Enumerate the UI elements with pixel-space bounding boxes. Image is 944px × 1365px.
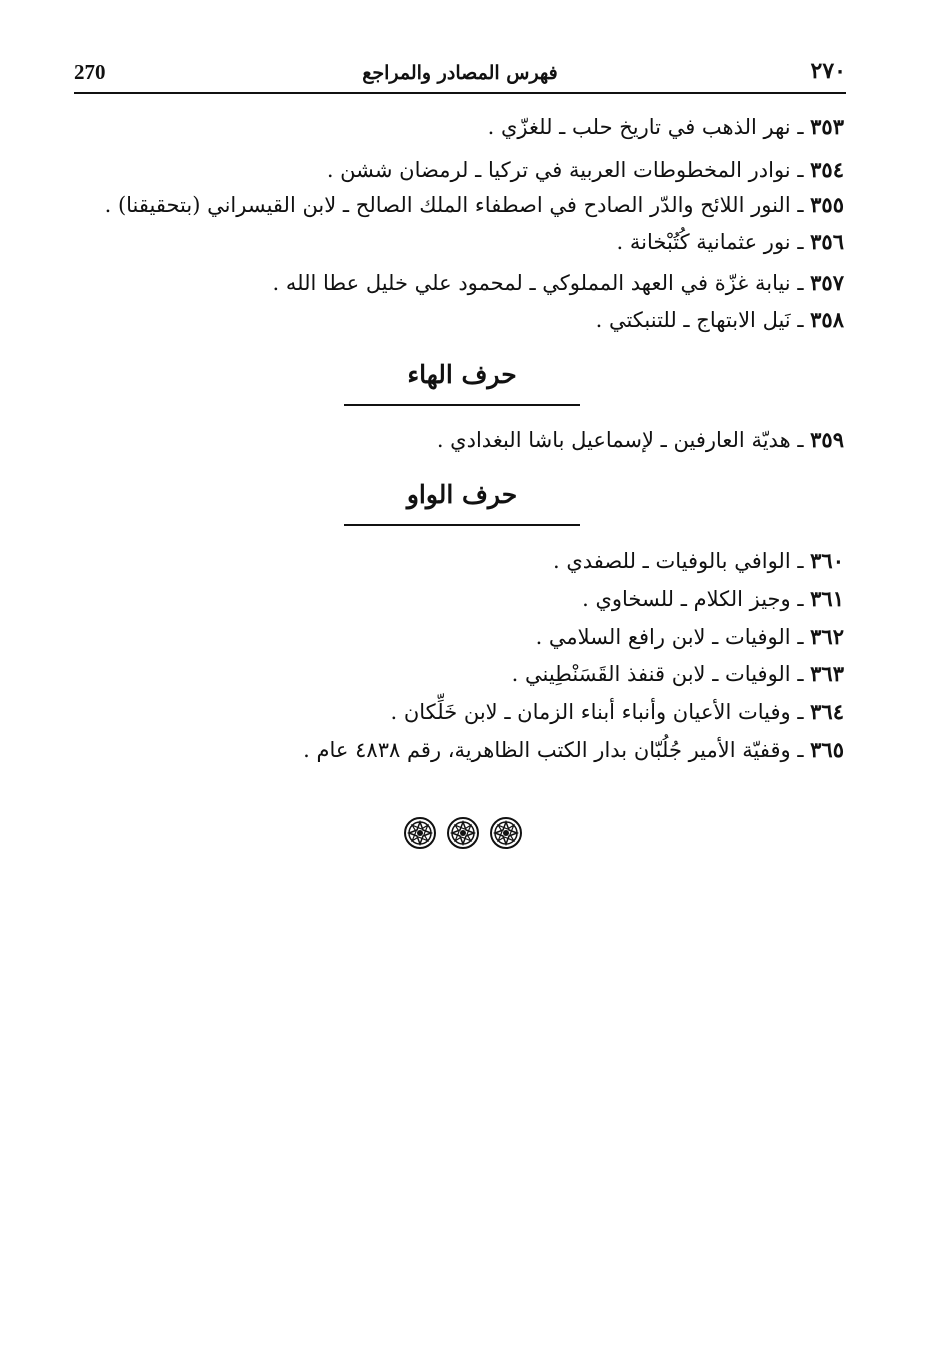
entry-363 xyxy=(512,659,844,689)
entry-number: ٣٥٧ xyxy=(810,270,844,295)
entry-number: ٣٥٣ xyxy=(810,114,844,139)
entry-text: ـ نوادر المخطوطات العربية في تركيا ـ لرمضان ششن . xyxy=(326,158,811,182)
entry-text: ـ الوفيات ـ لابن رافع السلامي . xyxy=(535,625,811,649)
entry-number: ٣٥٤ xyxy=(810,157,844,182)
entry-number: ٣٥٩ xyxy=(810,427,844,452)
entry-357 xyxy=(273,268,844,298)
entry-text: ـ النور اللائح والدّر الصادح في اصطفاء الملك الصالح ـ لابن القيسراني (بتحقيقنا) . xyxy=(104,193,811,217)
entry-353 xyxy=(488,112,844,142)
entry-354 xyxy=(327,155,844,185)
entry-364 xyxy=(390,697,844,727)
entry-number: ٣٦٤ xyxy=(810,699,844,724)
section-rule-waw xyxy=(344,524,580,526)
entry-text: ـ وفيات الأعيان وأنباء أبناء الزمان ـ لابن خَلِّكان . xyxy=(390,700,811,724)
entry-356 xyxy=(617,227,844,257)
section-heading-waw: حرف الواو xyxy=(406,480,518,509)
entry-text: ـ نيابة غزّة في العهد المملوكي ـ لمحمود علي خليل عطا الله . xyxy=(272,271,811,295)
entry-text: ـ نَيل الابتهاج ـ للتنبكتي . xyxy=(595,308,811,332)
rosette-ornament-icon xyxy=(404,817,436,849)
section-rule-ha xyxy=(344,404,580,406)
entry-number: ٣٦٣ xyxy=(810,661,844,686)
entry-355 xyxy=(105,190,844,220)
entry-text: ـ وجيز الكلام ـ للسخاوي . xyxy=(582,587,811,611)
page-number-latin: 270 xyxy=(74,60,106,84)
entry-number: ٣٦٥ xyxy=(810,737,844,762)
entry-text: ـ الوافي بالوفيات ـ للصفدي . xyxy=(552,549,811,573)
entry-number: ٣٥٦ xyxy=(810,229,844,254)
entry-361 xyxy=(582,584,844,614)
entry-365 xyxy=(303,735,844,765)
entry-number: ٣٥٥ xyxy=(810,192,844,217)
entry-360 xyxy=(553,546,844,576)
entry-text: ـ الوفيات ـ لابن قنفذ القَسَنْطِيني . xyxy=(511,662,811,686)
entry-text: ـ هديّة العارفين ـ لإسماعيل باشا البغدادي . xyxy=(436,428,811,452)
entry-number: ٣٥٨ xyxy=(810,307,844,332)
entry-text: ـ نور عثمانية كُتُبْخانة . xyxy=(616,230,811,254)
entry-362 xyxy=(536,622,844,652)
entry-text: ـ نهر الذهب في تاريخ حلب ـ للغزّي . xyxy=(487,115,811,139)
page-header xyxy=(74,58,846,94)
end-ornaments xyxy=(404,817,522,853)
entry-text: ـ وقفيّة الأمير جُلُبّان بدار الكتب الظاهرية، رقم ٤٨٣٨ عام . xyxy=(303,738,811,762)
section-heading-ha: حرف الهاء xyxy=(407,360,517,389)
entry-number: ٣٦١ xyxy=(810,586,844,611)
rosette-ornament-icon xyxy=(447,817,479,849)
entry-358 xyxy=(596,305,844,335)
rosette-ornament-icon xyxy=(490,817,522,849)
entry-number: ٣٦٠ xyxy=(810,548,844,573)
entry-number: ٣٦٢ xyxy=(810,624,844,649)
page-number-arabic: ٢٧٠ xyxy=(810,58,846,84)
entry-359 xyxy=(437,425,844,455)
running-title: فهرس المصادر والمراجع xyxy=(362,62,558,84)
